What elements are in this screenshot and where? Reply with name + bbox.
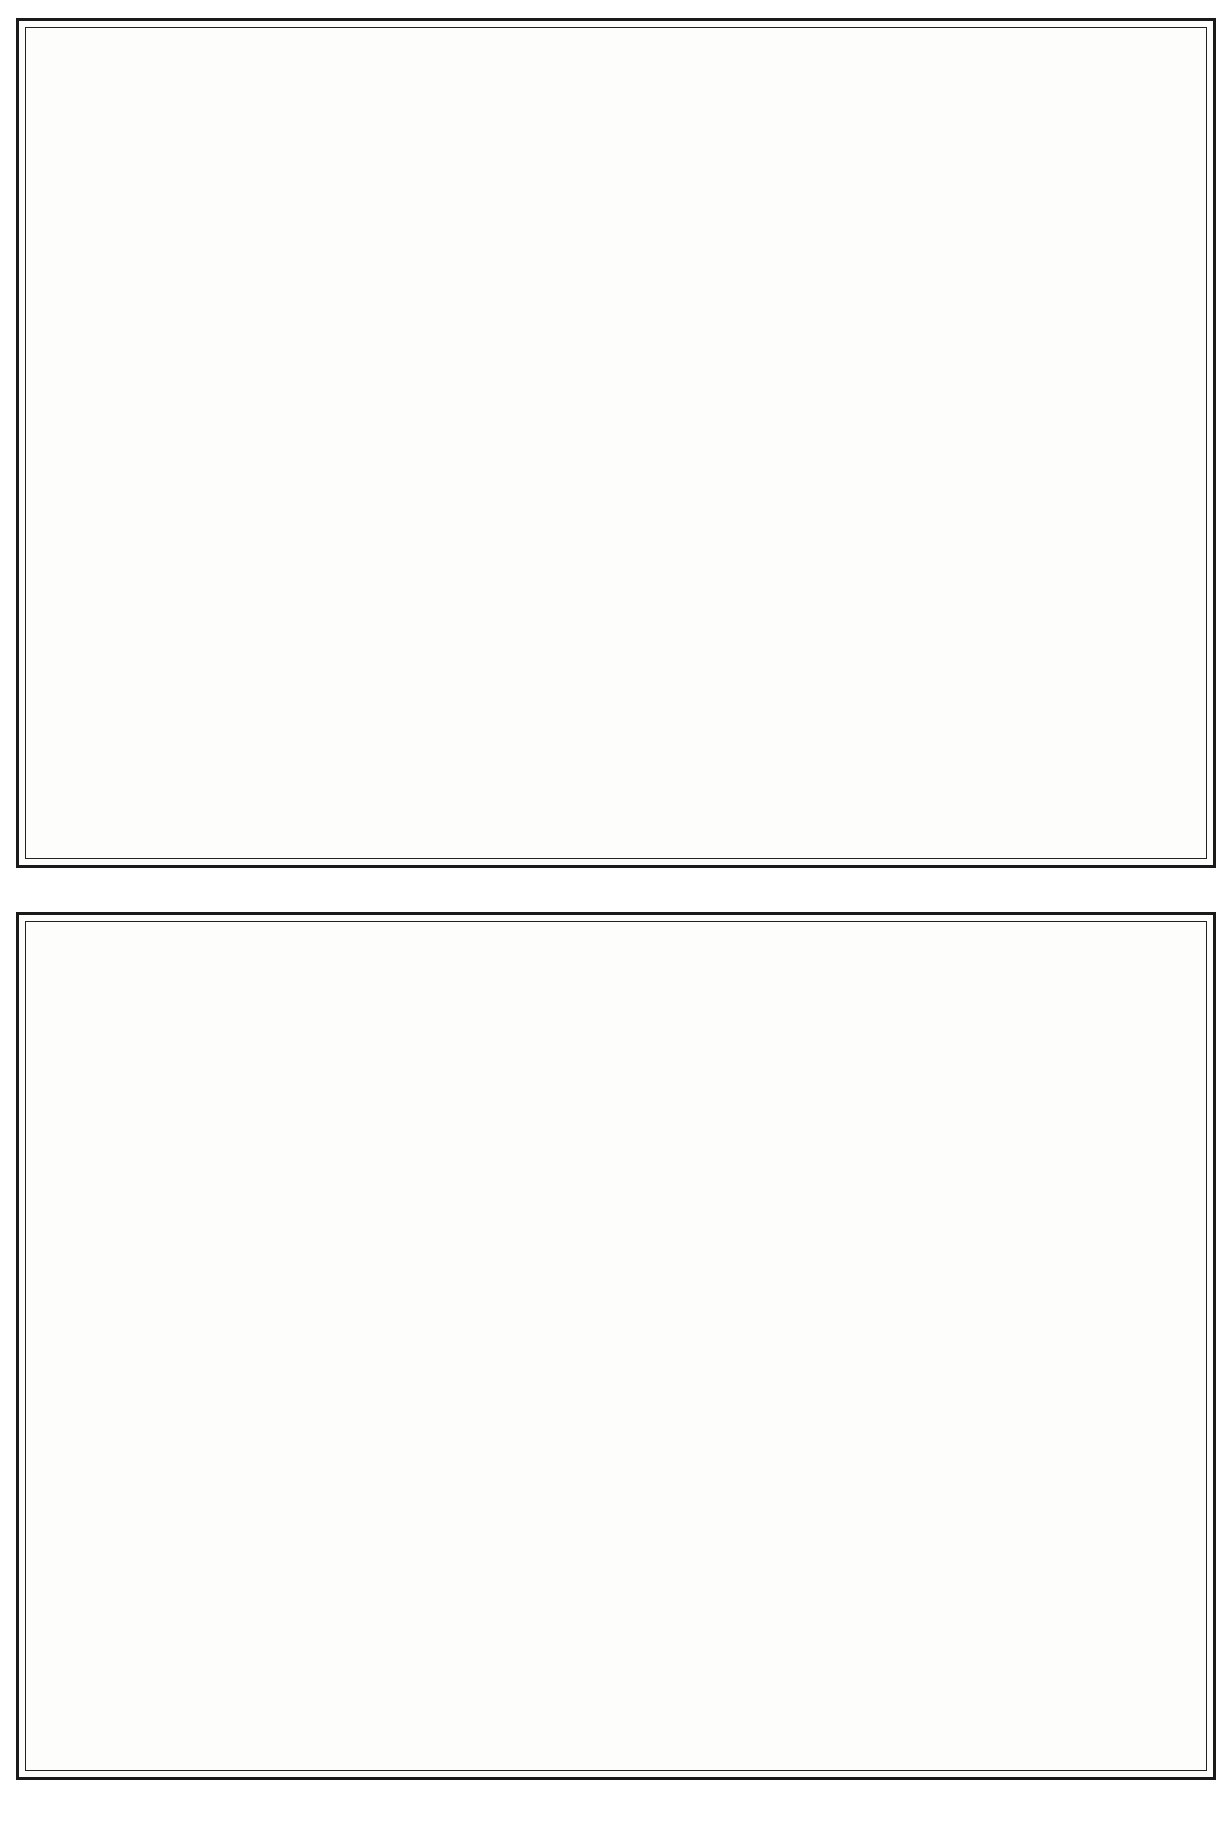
bottom-page-body: [25, 921, 1207, 1771]
bottom-page: [16, 912, 1216, 1780]
top-page-body: [25, 27, 1207, 859]
top-page: [16, 18, 1216, 868]
